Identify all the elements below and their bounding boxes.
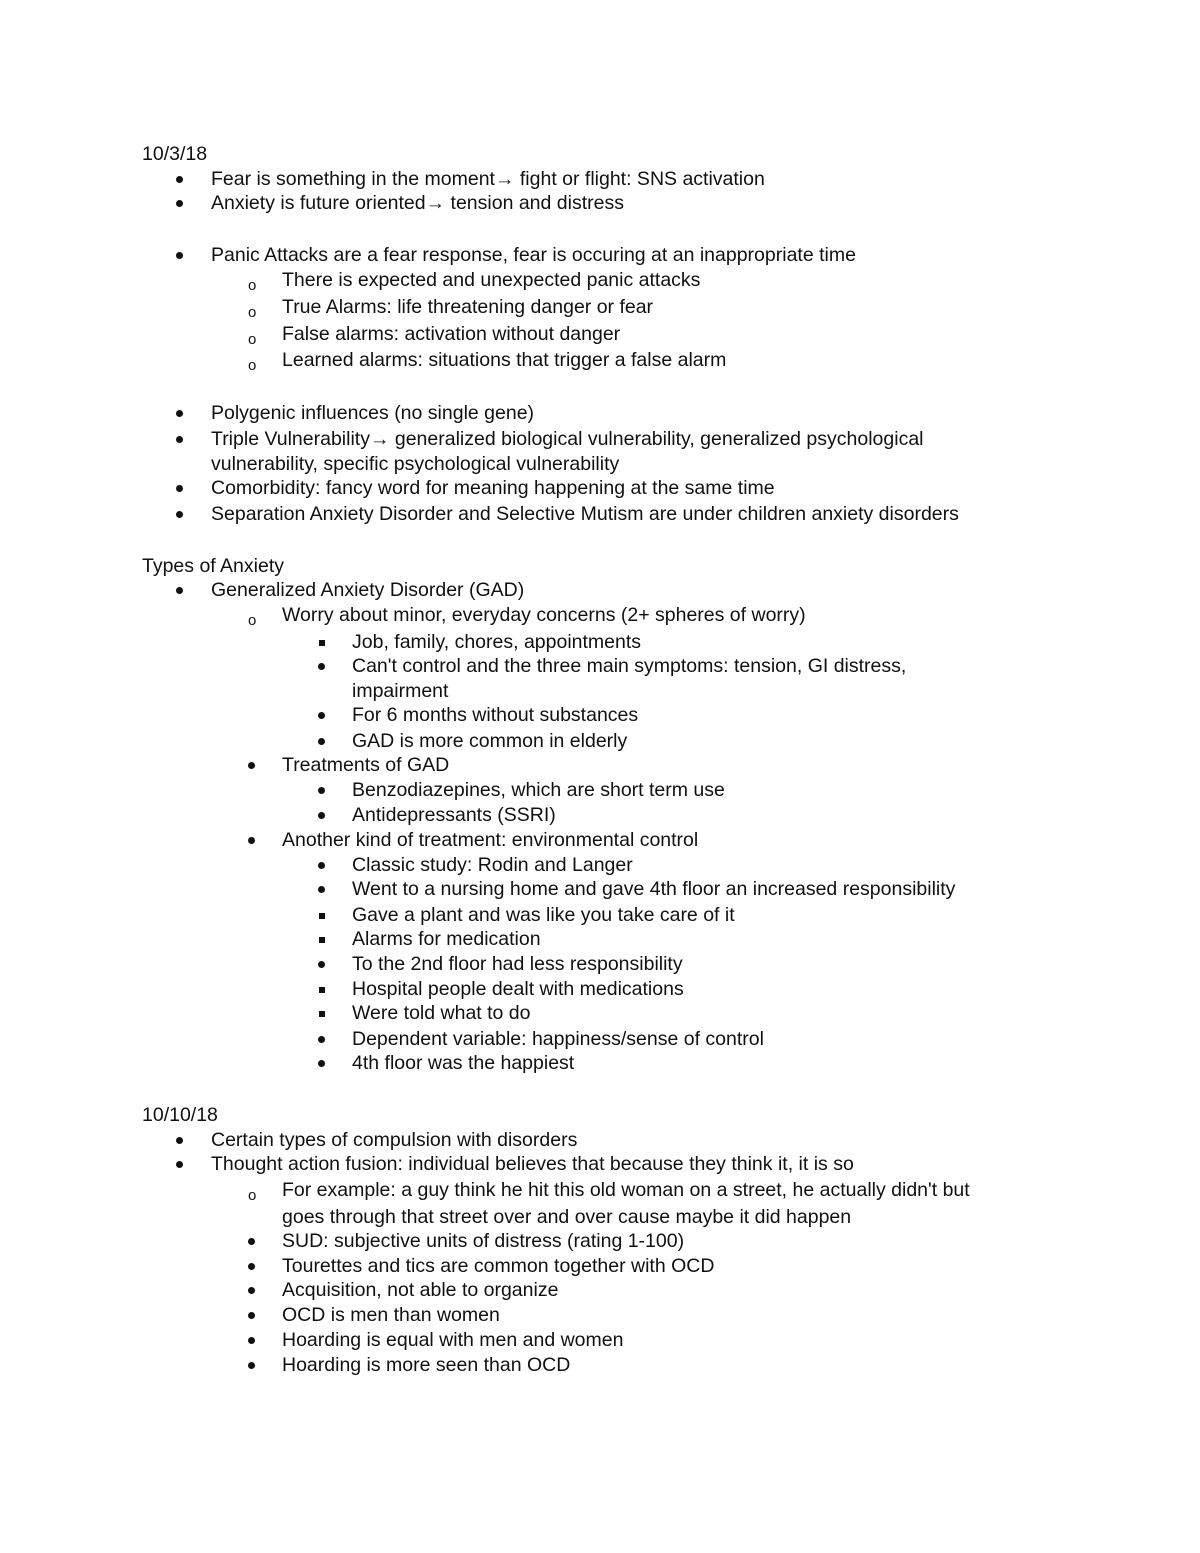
circle-bullet-icon bbox=[248, 270, 258, 295]
list-item: Worry about minor, everyday concerns (2+ spheres of worry) bbox=[282, 604, 806, 626]
list-item: Learned alarms: situations that trigger a false alarm bbox=[282, 349, 727, 371]
list-item: Thought action fusion: individual believes that because they think it, it is so bbox=[211, 1153, 854, 1175]
list-item: SUD: subjective units of distress (rating 1-100) bbox=[282, 1230, 685, 1252]
list-item: Dependent variable: happiness/sense of control bbox=[352, 1028, 764, 1050]
list-item: Fear is something in the moment→ fight or flight: SNS activation bbox=[211, 168, 765, 190]
list-item: True Alarms: life threatening danger or fear bbox=[282, 296, 654, 318]
bullet-icon bbox=[176, 401, 186, 426]
bullet-icon bbox=[318, 778, 328, 803]
list-item: Went to a nursing home and gave 4th floor an increased responsibility bbox=[352, 878, 956, 900]
list-item: Hoarding is more seen than OCD bbox=[282, 1354, 571, 1376]
list-item: Certain types of compulsion with disorders bbox=[211, 1129, 578, 1151]
section-date: 10/3/18 bbox=[142, 143, 208, 165]
list-item-continuation: goes through that street over and over cause maybe it did happen bbox=[282, 1206, 852, 1228]
list-item: 4th floor was the happiest bbox=[352, 1052, 575, 1074]
list-item: Triple Vulnerability→ generalized biological vulnerability, generalized psychological bbox=[211, 428, 924, 450]
square-bullet-icon bbox=[318, 903, 328, 928]
bullet-icon bbox=[318, 853, 328, 878]
list-item: Another kind of treatment: environmental control bbox=[282, 829, 699, 851]
list-item: OCD is men than women bbox=[282, 1304, 500, 1326]
circle-bullet-glyph: o bbox=[248, 1187, 257, 1204]
list-item: Benzodiazepines, which are short term use bbox=[352, 779, 725, 801]
bullet-icon bbox=[248, 1229, 258, 1254]
list-item: Hoarding is equal with men and women bbox=[282, 1329, 624, 1351]
circle-bullet-icon bbox=[248, 350, 258, 375]
bullet-icon bbox=[318, 703, 328, 728]
bullet-icon bbox=[176, 476, 186, 501]
list-item: Can't control and the three main symptoms: tension, GI distress, bbox=[352, 655, 907, 677]
bullet-icon bbox=[248, 1254, 258, 1279]
list-item: Treatments of GAD bbox=[282, 754, 450, 776]
list-item: Polygenic influences (no single gene) bbox=[211, 402, 535, 424]
circle-bullet-icon bbox=[248, 324, 258, 349]
bullet-icon bbox=[176, 191, 186, 216]
list-item: Antidepressants (SSRI) bbox=[352, 804, 556, 826]
bullet-icon bbox=[176, 502, 186, 527]
circle-bullet-glyph: o bbox=[248, 612, 257, 629]
square-bullet-icon bbox=[318, 630, 328, 655]
list-item: There is expected and unexpected panic attacks bbox=[282, 269, 701, 291]
circle-bullet-icon bbox=[248, 297, 258, 322]
bullet-icon bbox=[248, 1278, 258, 1303]
bullet-icon bbox=[176, 578, 186, 603]
bullet-icon bbox=[176, 243, 186, 268]
bullet-icon bbox=[318, 877, 328, 902]
circle-bullet-glyph: o bbox=[248, 357, 257, 374]
list-item: For example: a guy think he hit this old woman on a street, he actually didn't but bbox=[282, 1179, 970, 1201]
list-item: Gave a plant and was like you take care of it bbox=[352, 904, 735, 926]
bullet-icon bbox=[318, 729, 328, 754]
list-item: Were told what to do bbox=[352, 1002, 531, 1024]
bullet-icon bbox=[248, 1303, 258, 1328]
bullet-icon bbox=[318, 1051, 328, 1076]
list-item: Job, family, chores, appointments bbox=[352, 631, 642, 653]
list-item: Panic Attacks are a fear response, fear is occuring at an inappropriate time bbox=[211, 244, 856, 266]
bullet-icon bbox=[248, 828, 258, 853]
square-bullet-icon bbox=[318, 977, 328, 1002]
square-bullet-icon bbox=[318, 1001, 328, 1026]
section-date: 10/10/18 bbox=[142, 1104, 218, 1126]
list-item: For 6 months without substances bbox=[352, 704, 639, 726]
list-item: Generalized Anxiety Disorder (GAD) bbox=[211, 579, 525, 601]
list-item: Separation Anxiety Disorder and Selective Mutism are under children anxiety disorders bbox=[211, 503, 959, 525]
list-item: Tourettes and tics are common together with OCD bbox=[282, 1255, 715, 1277]
list-item: Classic study: Rodin and Langer bbox=[352, 854, 633, 876]
circle-bullet-icon bbox=[248, 605, 258, 630]
bullet-icon bbox=[176, 1152, 186, 1177]
bullet-icon bbox=[318, 654, 328, 679]
bullet-icon bbox=[318, 803, 328, 828]
list-item: Anxiety is future oriented→ tension and distress bbox=[211, 192, 624, 214]
circle-bullet-glyph: o bbox=[248, 304, 257, 321]
list-item: Alarms for medication bbox=[352, 928, 541, 950]
circle-bullet-icon bbox=[248, 1180, 258, 1205]
list-item: Acquisition, not able to organize bbox=[282, 1279, 559, 1301]
bullet-icon bbox=[318, 952, 328, 977]
bullet-icon bbox=[318, 1027, 328, 1052]
circle-bullet-glyph: o bbox=[248, 277, 257, 294]
list-item: Hospital people dealt with medications bbox=[352, 978, 684, 1000]
square-bullet-icon bbox=[318, 927, 328, 952]
bullet-icon bbox=[248, 1328, 258, 1353]
list-item-continuation: vulnerability, specific psychological vulnerability bbox=[211, 453, 620, 475]
list-item: To the 2nd floor had less responsibility bbox=[352, 953, 683, 975]
section-title: Types of Anxiety bbox=[142, 555, 284, 577]
bullet-icon bbox=[176, 1128, 186, 1153]
bullet-icon bbox=[176, 167, 186, 192]
bullet-icon bbox=[248, 753, 258, 778]
circle-bullet-glyph: o bbox=[248, 331, 257, 348]
bullet-icon bbox=[176, 427, 186, 452]
list-item: Comorbidity: fancy word for meaning happening at the same time bbox=[211, 477, 775, 499]
list-item: GAD is more common in elderly bbox=[352, 730, 628, 752]
list-item-continuation: impairment bbox=[352, 680, 449, 702]
bullet-icon bbox=[248, 1353, 258, 1378]
list-item: False alarms: activation without danger bbox=[282, 323, 621, 345]
